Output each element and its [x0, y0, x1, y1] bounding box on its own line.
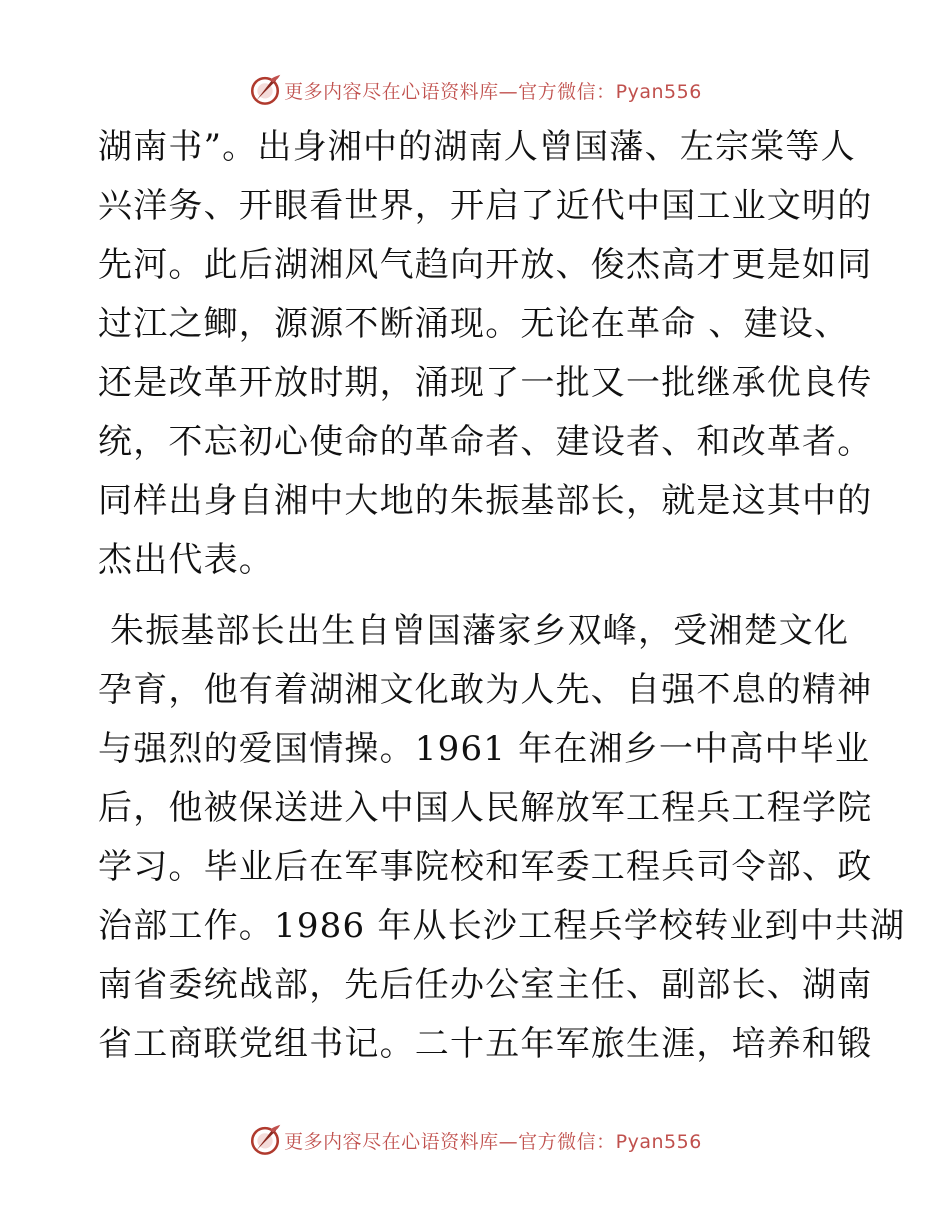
text-line: 统，不忘初心使命的革命者、建设者、和改革者。: [98, 422, 873, 462]
page-footer-banner: [0, 1120, 950, 1160]
text-line: 湖南书”。出身湘中的湖南人曾国藩、左宗棠等人: [98, 127, 856, 167]
header-banner-text: 更多内容尽在心语资料库—官方微信：Pyan556: [284, 80, 702, 103]
text-line: 还是改革开放时期，涌现了一批又一批继承优良传: [98, 363, 873, 403]
text-line: 与强烈的爱国情操。1961 年在湘乡一中高中毕业: [98, 729, 871, 769]
footer-banner-text: 更多内容尽在心语资料库—官方微信：Pyan556: [284, 1130, 702, 1153]
quill-circle-logo-icon: [248, 1123, 282, 1157]
text-line: 朱振基部长出生自曾国藩家乡双峰，受湘楚文化: [98, 611, 850, 651]
text-line: 学习。毕业后在军事院校和军委工程兵司令部、政: [98, 847, 873, 887]
paragraph-1: [98, 118, 873, 590]
text-line: 同样出身自湘中大地的朱振基部长，就是这其中的: [98, 481, 873, 521]
page-header-banner: [0, 70, 950, 110]
quill-circle-logo-icon: [248, 73, 282, 107]
text-line: 后，他被保送进入中国人民解放军工程兵工程学院: [98, 788, 873, 828]
text-line: 杰出代表。: [98, 540, 274, 580]
paragraph-2: [98, 602, 906, 1074]
text-line: 南省委统战部，先后任办公室主任、副部长、湖南: [98, 965, 873, 1005]
text-line: 过江之鲫，源源不断涌现。无论在革命 、建设、: [98, 304, 850, 344]
document-body: [98, 118, 906, 1074]
text-line: 先河。此后湖湘风气趋向开放、俊杰高才更是如同: [98, 245, 873, 285]
text-line: 治部工作。1986 年从长沙工程兵学校转业到中共湖: [98, 906, 906, 946]
text-line: 省工商联党组书记。二十五年军旅生涯，培养和锻: [98, 1024, 873, 1064]
text-line: 孕育，他有着湖湘文化敢为人先、自强不息的精神: [98, 670, 873, 710]
text-line: 兴洋务、开眼看世界，开启了近代中国工业文明的: [98, 186, 873, 226]
